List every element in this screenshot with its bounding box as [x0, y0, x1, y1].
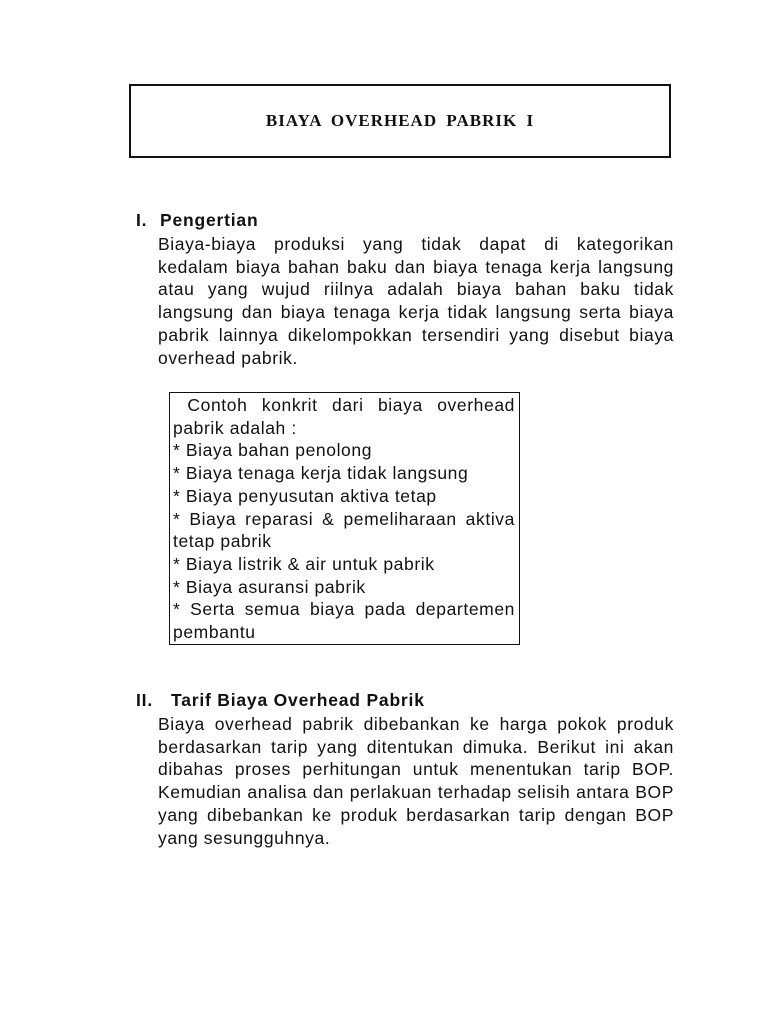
section-1-heading: [136, 210, 258, 231]
examples-intro: Contoh konkrit dari biaya overhead pabrik adalah :: [173, 395, 521, 438]
example-item: * Biaya reparasi & pemeliharaan aktiva tetap pabrik: [173, 508, 515, 552]
section-1-title: Pengertian: [160, 210, 259, 230]
section-2-number: II.: [136, 690, 153, 710]
section-2-heading: [136, 690, 425, 711]
example-item: * Biaya penyusutan aktiva tetap: [173, 485, 437, 506]
example-item: * Biaya tenaga kerja tidak langsung: [173, 463, 469, 484]
section-2-title: Tarif Biaya Overhead Pabrik: [171, 690, 425, 710]
example-item: * Biaya asuransi pabrik: [173, 576, 366, 597]
section-1-number: I.: [136, 210, 148, 230]
document-title: BIAYA OVERHEAD PABRIK I: [265, 111, 535, 130]
examples-box: [169, 392, 520, 645]
title-box: [129, 84, 671, 158]
section-1-paragraph: Biaya-biaya produksi yang tidak dapat di kategorikan kedalam biaya bahan baku dan biaya tenaga kerja langsung atau yang wujud riilnya adalah biaya bahan baku tidak langsung dan biaya tenaga kerja tidak langsung serta biaya pabrik lainnya dikelompokkan tersendiri yang disebut biaya overhead pabrik.: [158, 234, 674, 368]
example-item: * Biaya bahan penolong: [173, 440, 373, 461]
examples-list: [173, 439, 515, 643]
example-item: * Biaya listrik & air untuk pabrik: [173, 553, 435, 574]
section-2-paragraph: Biaya overhead pabrik dibebankan ke harga pokok produk berdasarkan tarip yang ditentukan dimuka. Berikut ini akan dibahas proses perhitungan untuk menentukan tarip BOP. Kemudian analisa dan perlakuan terhadap selisih antara BOP yang dibebankan ke produk berdasarkan tarip dengan BOP yang sesungguhnya.: [158, 714, 674, 848]
example-item: * Serta semua biaya pada departemen pembantu: [173, 599, 515, 643]
